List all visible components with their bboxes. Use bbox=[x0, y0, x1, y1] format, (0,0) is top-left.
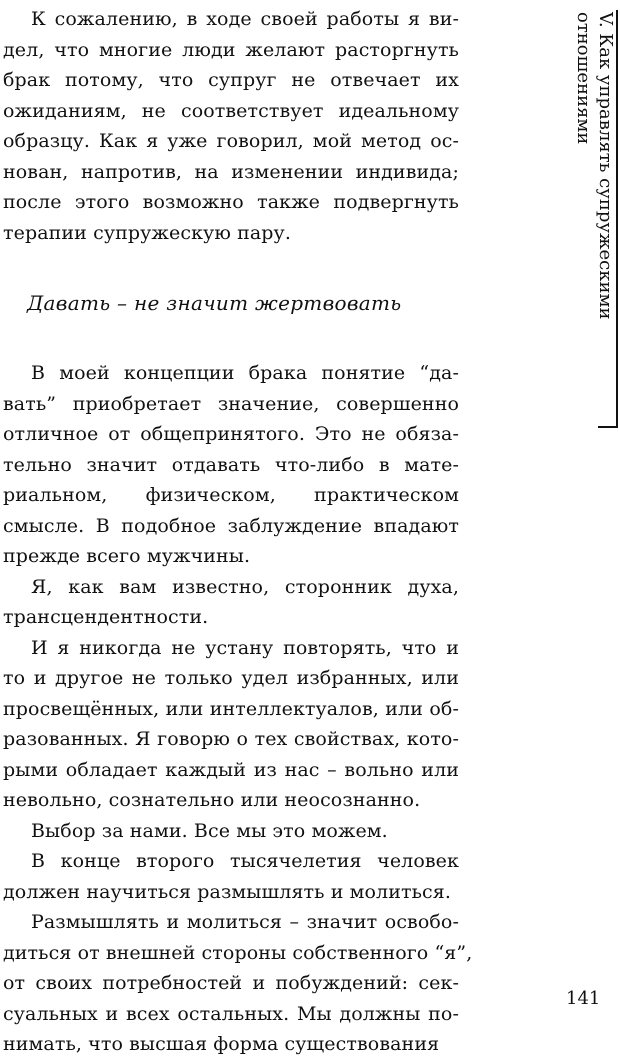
body-text bbox=[3, 4, 473, 1060]
text-line: прежде всего мужчины. bbox=[3, 545, 251, 567]
paragraph bbox=[3, 816, 459, 847]
text-line: В моей концепции брака понятие “да- bbox=[31, 362, 459, 384]
text-line: И я никогда не устану повторять, что и bbox=[31, 636, 459, 659]
text-line: суальных и всех остальных. Мы должны по- bbox=[3, 1002, 459, 1025]
text-line: тельно значит отдавать что-либо в мате- bbox=[3, 453, 459, 476]
paragraph bbox=[3, 633, 459, 816]
text-line: отличное от общепринятого. Это не обяза- bbox=[3, 423, 459, 445]
text-line: то и другое не только удел избранных, или bbox=[3, 667, 459, 689]
text-line: терапии супружескую пару. bbox=[3, 221, 291, 244]
paragraph bbox=[3, 907, 473, 1060]
text-line: К сожалению, в ходе своей работы я ви- bbox=[31, 8, 459, 30]
running-head-line-1: V. Как управлять супружескими bbox=[595, 12, 616, 320]
text-line: диться от внешней стороны собственного “я”, bbox=[3, 941, 473, 964]
text-line: Выбор за нами. Все мы это можем. bbox=[31, 819, 388, 842]
text-line: Размышлять и молиться – значит освобо- bbox=[31, 911, 459, 933]
text-line: брак потому, что супруг не отвечает их bbox=[3, 69, 459, 91]
text-line: разованных. Я говорю о тех свойствах, кото- bbox=[3, 728, 459, 750]
running-head-rule-foot bbox=[598, 426, 618, 428]
running-head bbox=[560, 12, 616, 422]
paragraph bbox=[3, 846, 459, 907]
text-line: невольно, сознательно или неосознанно. bbox=[3, 789, 421, 811]
text-line: трансцендентности. bbox=[3, 606, 209, 628]
running-head-container bbox=[560, 12, 616, 422]
text-line: должен научиться размышлять и молиться. bbox=[3, 880, 451, 903]
text-line: образцу. Как я уже говорил, мой метод ос- bbox=[3, 130, 459, 152]
text-line: от своих потребностей и побуждений: сек- bbox=[3, 972, 459, 994]
page-number: 141 bbox=[566, 988, 601, 1009]
running-head-line-2: отношениями bbox=[573, 12, 594, 145]
text-line: вать” приобретает значение, совершенно bbox=[3, 392, 459, 415]
text-line: риальном, физическом, практическом bbox=[3, 484, 459, 506]
main-section bbox=[3, 358, 473, 1060]
text-line: нован, напротив, на изменении индивида; bbox=[3, 160, 459, 183]
text-line: смысле. В подобное заблуждение впадают bbox=[3, 514, 459, 537]
intro-section bbox=[3, 4, 459, 248]
text-line: просвещённых, или интеллектуалов, или об- bbox=[3, 697, 459, 720]
running-head-rule bbox=[616, 10, 618, 428]
paragraph bbox=[3, 358, 459, 572]
paragraph bbox=[3, 572, 459, 633]
text-line: ожиданиям, не соответствует идеальному bbox=[3, 99, 459, 122]
section-subheading: Давать – не значит жертвовать bbox=[27, 291, 402, 315]
text-line: нимать, что высшая форма существования bbox=[3, 1033, 440, 1055]
paragraph bbox=[3, 4, 459, 248]
text-line: дел, что многие люди желают расторгнуть bbox=[3, 38, 459, 61]
text-line: Я, как вам известно, сторонник духа, bbox=[31, 575, 459, 598]
text-line: В конце второго тысячелетия человек bbox=[31, 850, 459, 872]
text-line: рыми обладает каждый из нас – вольно или bbox=[3, 758, 459, 781]
text-line: после этого возможно также подвергнуть bbox=[3, 191, 459, 213]
